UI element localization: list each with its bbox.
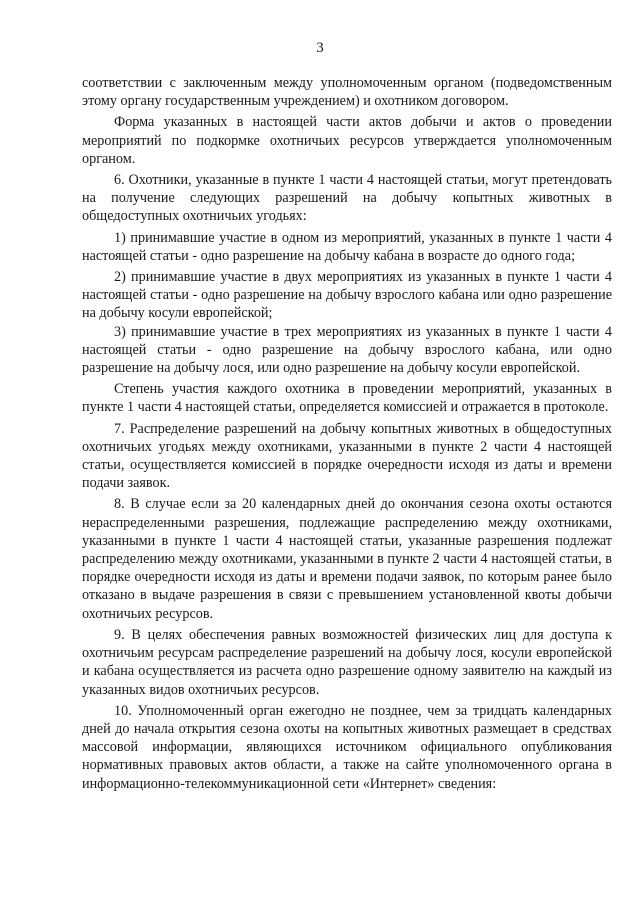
paragraph-8: 8. В случае если за 20 календарных дней до окончания сезона охоты остаются нераспределенными разрешения, подлежащие распределению между охотниками, указанными в пункте 1 части 4 настоящей статьи, указанные разрешения подлежат распределению между охотниками, указанными в пункте 2 части 4 настоящей статьи, в порядке очередности исходя из даты и времени подачи заявок, по которым ранее было отказано в выдаче разрешения в связи с превышением установленной квоты добычи охотничьих ресурсов. [82, 496, 612, 622]
paragraph-act-form: Форма указанных в настоящей части актов добычи и актов о проведении мероприятий по подкормке охотничьих ресурсов утверждается уполномоченным органом. [82, 114, 612, 167]
paragraph-7: 7. Распределение разрешений на добычу копытных животных в общедоступных охотничьих угодьях между охотниками, указанными в пункте 2 части 4 настоящей статьи, осуществляется комиссией в порядке очередности исходя из даты и времени подачи заявок. [82, 420, 612, 492]
paragraph-6-item-1: 1) принимавшие участие в одном из мероприятий, указанных в пункте 1 части 4 настоящей статьи - одно разрешение на добычу кабана в возрасте до одного года; [82, 229, 612, 264]
paragraph-continuation: соответствии с заключенным между уполномоченным органом (подведомственным этому органу государственным учреждением) и охотником договором. [82, 75, 612, 110]
document-body [82, 74, 612, 793]
paragraph-6-item-3: 3) принимавшие участие в трех мероприятиях из указанных в пункте 1 части 4 настоящей статьи - одно разрешение на добычу взрослого кабана, или одно разрешение на добычу лося, или одно разрешение на добычу косули европейской. [82, 323, 612, 377]
paragraph-9: 9. В целях обеспечения равных возможностей физических лиц для доступа к охотничьим ресурсам распределение разрешений на добычу лося, косули европейской и кабана осуществляется из расчета одно разрешение одному заявителю на каждый из указанных видов охотничьих ресурсов. [82, 626, 612, 698]
page-number: 3 [316, 40, 324, 56]
paragraph-10: 10. Уполномоченный орган ежегодно не позднее, чем за тридцать календарных дней до начала открытия сезона охоты на копытных животных размещает в средствах массовой информации, являющихся источником официального опубликования нормативных правовых актов области, а также на сайте уполномоченного органа в информационно-телекоммуникационной сети «Интернет» сведения: [82, 702, 612, 792]
paragraph-6-item-2: 2) принимавшие участие в двух мероприятиях из указанных в пункте 1 части 4 настоящей статьи - одно разрешение на добычу взрослого кабана или одно разрешение на добычу косули европейской; [82, 269, 612, 322]
paragraph-6: 6. Охотники, указанные в пункте 1 части 4 настоящей статьи, могут претендовать на получение следующих разрешений на добычу копытных животных в общедоступных охотничьих угодьях: [82, 172, 612, 225]
paragraph-participation-degree: Степень участия каждого охотника в проведении мероприятий, указанных в пункте 1 части 4 настоящей статьи, определяется комиссией и отражается в протоколе. [82, 381, 612, 416]
